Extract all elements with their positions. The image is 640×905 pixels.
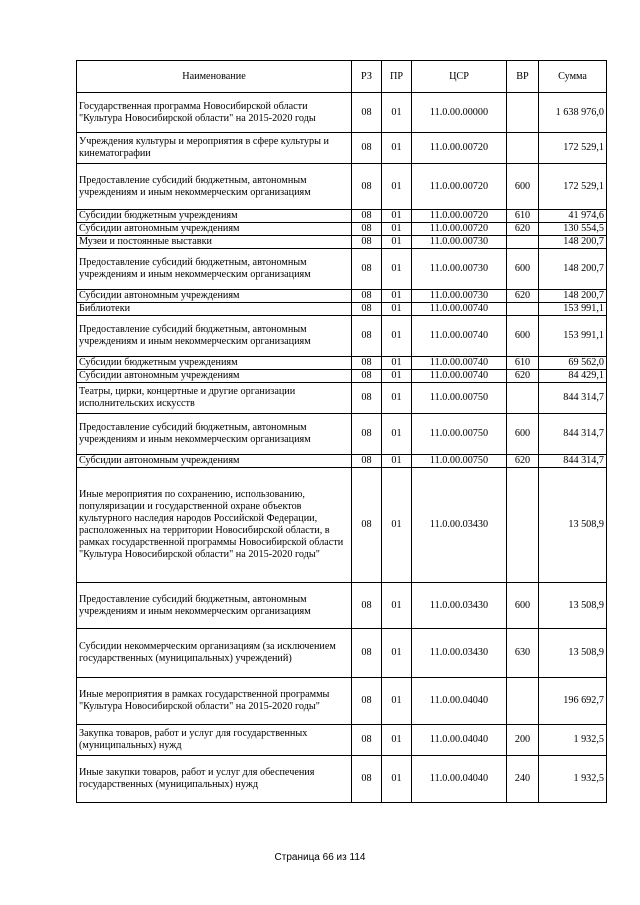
cell-csr: 11.0.00.03430 [412,629,507,678]
table-row [77,93,607,133]
cell-sum: 196 692,7 [539,678,607,725]
table-row [77,164,607,210]
cell-csr: 11.0.00.00750 [412,383,507,414]
cell-name: Предоставление субсидий бюджетным, автономным учреждениям и иным некоммерческим организациям [77,316,352,357]
cell-pr: 01 [382,725,412,756]
cell-pr: 01 [382,303,412,316]
cell-vr [507,468,539,583]
cell-vr [507,133,539,164]
cell-vr [507,303,539,316]
cell-csr: 11.0.00.03430 [412,468,507,583]
cell-csr: 11.0.00.00720 [412,223,507,236]
cell-vr [507,236,539,249]
cell-name: Библиотеки [77,303,352,316]
cell-rz: 08 [352,210,382,223]
cell-csr: 11.0.00.00740 [412,316,507,357]
cell-rz: 08 [352,468,382,583]
cell-pr: 01 [382,290,412,303]
cell-vr: 600 [507,164,539,210]
cell-csr: 11.0.00.00740 [412,357,507,370]
cell-csr: 11.0.00.00730 [412,249,507,290]
cell-vr: 610 [507,357,539,370]
cell-csr: 11.0.00.00740 [412,370,507,383]
cell-sum: 844 314,7 [539,455,607,468]
table-row [77,629,607,678]
cell-name: Предоставление субсидий бюджетным, автономным учреждениям и иным некоммерческим организациям [77,583,352,629]
cell-name: Субсидии автономным учреждениям [77,290,352,303]
table-row [77,583,607,629]
cell-rz: 08 [352,236,382,249]
cell-rz: 08 [352,223,382,236]
cell-pr: 01 [382,678,412,725]
cell-pr: 01 [382,210,412,223]
cell-rz: 08 [352,357,382,370]
table-row [77,383,607,414]
cell-pr: 01 [382,383,412,414]
cell-sum: 130 554,5 [539,223,607,236]
cell-vr: 620 [507,223,539,236]
cell-name: Музеи и постоянные выставки [77,236,352,249]
cell-name: Иные мероприятия по сохранению, использованию, популяризации и государственной охране объектов культурного наследия народов Российской Федерации, расположенных на территории Новосибирской области, в рамках государственной программы Новосибирской области "Культура Новосибирской области" на 2015-2020 годы" [77,468,352,583]
cell-sum: 69 562,0 [539,357,607,370]
header-rz: РЗ [352,61,382,93]
cell-rz: 08 [352,303,382,316]
table-row [77,414,607,455]
cell-pr: 01 [382,468,412,583]
cell-sum: 153 991,1 [539,316,607,357]
cell-sum: 84 429,1 [539,370,607,383]
cell-csr: 11.0.00.00750 [412,414,507,455]
table-row [77,223,607,236]
cell-csr: 11.0.00.00740 [412,303,507,316]
cell-sum: 844 314,7 [539,383,607,414]
cell-vr: 610 [507,210,539,223]
cell-pr: 01 [382,455,412,468]
cell-pr: 01 [382,249,412,290]
header-pr: ПР [382,61,412,93]
cell-name: Театры, цирки, концертные и другие организации исполнительских искусств [77,383,352,414]
cell-name: Субсидии бюджетным учреждениям [77,357,352,370]
cell-name: Предоставление субсидий бюджетным, автономным учреждениям и иным некоммерческим организациям [77,249,352,290]
cell-csr: 11.0.00.00000 [412,93,507,133]
cell-rz: 08 [352,756,382,803]
cell-pr: 01 [382,583,412,629]
cell-sum: 13 508,9 [539,468,607,583]
cell-vr: 200 [507,725,539,756]
cell-vr: 620 [507,455,539,468]
cell-name: Государственная программа Новосибирской области "Культура Новосибирской области" на 2015-2020 годы [77,93,352,133]
cell-csr: 11.0.00.00730 [412,236,507,249]
table-row [77,468,607,583]
header-vr: ВР [507,61,539,93]
table-row [77,455,607,468]
cell-sum: 41 974,6 [539,210,607,223]
cell-sum: 148 200,7 [539,290,607,303]
table-row [77,210,607,223]
cell-name: Закупка товаров, работ и услуг для государственных (муниципальных) нужд [77,725,352,756]
cell-rz: 08 [352,133,382,164]
cell-pr: 01 [382,357,412,370]
cell-rz: 08 [352,383,382,414]
page-number: Страница 66 из 114 [274,852,366,863]
cell-rz: 08 [352,370,382,383]
cell-rz: 08 [352,629,382,678]
table-row [77,303,607,316]
cell-pr: 01 [382,133,412,164]
table-body [77,93,607,803]
cell-name: Субсидии бюджетным учреждениям [77,210,352,223]
cell-name: Субсидии автономным учреждениям [77,455,352,468]
cell-csr: 11.0.00.00720 [412,133,507,164]
table-row [77,133,607,164]
cell-csr: 11.0.00.00720 [412,210,507,223]
table-row [77,316,607,357]
cell-pr: 01 [382,93,412,133]
header-sum: Сумма [539,61,607,93]
cell-csr: 11.0.00.00750 [412,455,507,468]
cell-csr: 11.0.00.00720 [412,164,507,210]
cell-vr [507,93,539,133]
table-row [77,357,607,370]
table-row [77,370,607,383]
table-row [77,249,607,290]
cell-rz: 08 [352,164,382,210]
table-row [77,756,607,803]
cell-csr: 11.0.00.04040 [412,756,507,803]
table-row [77,725,607,756]
cell-csr: 11.0.00.03430 [412,583,507,629]
cell-pr: 01 [382,223,412,236]
cell-rz: 08 [352,249,382,290]
cell-rz: 08 [352,678,382,725]
cell-vr: 240 [507,756,539,803]
cell-rz: 08 [352,583,382,629]
cell-pr: 01 [382,316,412,357]
cell-vr: 600 [507,583,539,629]
cell-rz: 08 [352,725,382,756]
cell-pr: 01 [382,370,412,383]
cell-rz: 08 [352,414,382,455]
cell-csr: 11.0.00.04040 [412,678,507,725]
cell-sum: 1 932,5 [539,756,607,803]
cell-sum: 13 508,9 [539,583,607,629]
cell-name: Субсидии автономным учреждениям [77,223,352,236]
cell-rz: 08 [352,290,382,303]
cell-name: Предоставление субсидий бюджетным, автономным учреждениям и иным некоммерческим организациям [77,164,352,210]
cell-vr: 600 [507,249,539,290]
cell-name: Учреждения культуры и мероприятия в сфере культуры и кинематографии [77,133,352,164]
cell-sum: 1 638 976,0 [539,93,607,133]
cell-rz: 08 [352,316,382,357]
header-name: Наименование [77,61,352,93]
cell-pr: 01 [382,756,412,803]
cell-vr: 600 [507,316,539,357]
cell-vr: 630 [507,629,539,678]
header-csr: ЦСР [412,61,507,93]
cell-pr: 01 [382,164,412,210]
cell-csr: 11.0.00.04040 [412,725,507,756]
cell-sum: 172 529,1 [539,164,607,210]
cell-sum: 13 508,9 [539,629,607,678]
cell-sum: 844 314,7 [539,414,607,455]
cell-sum: 172 529,1 [539,133,607,164]
cell-rz: 08 [352,93,382,133]
cell-name: Иные мероприятия в рамках государственной программы "Культура Новосибирской области" на 2015-2020 годы" [77,678,352,725]
cell-vr: 620 [507,290,539,303]
cell-pr: 01 [382,629,412,678]
cell-pr: 01 [382,236,412,249]
cell-name: Иные закупки товаров, работ и услуг для обеспечения государственных (муниципальных) нужд [77,756,352,803]
table-row [77,678,607,725]
cell-sum: 148 200,7 [539,249,607,290]
cell-rz: 08 [352,455,382,468]
budget-table [76,60,607,803]
table-row [77,236,607,249]
table-row [77,290,607,303]
cell-name: Субсидии некоммерческим организациям (за исключением государственных (муниципальных) учреждений) [77,629,352,678]
cell-pr: 01 [382,414,412,455]
cell-csr: 11.0.00.00730 [412,290,507,303]
cell-sum: 1 932,5 [539,725,607,756]
cell-vr [507,678,539,725]
cell-vr: 620 [507,370,539,383]
cell-sum: 153 991,1 [539,303,607,316]
cell-vr [507,383,539,414]
table-header-row [77,61,607,93]
cell-name: Предоставление субсидий бюджетным, автономным учреждениям и иным некоммерческим организациям [77,414,352,455]
cell-name: Субсидии автономным учреждениям [77,370,352,383]
cell-vr: 600 [507,414,539,455]
cell-sum: 148 200,7 [539,236,607,249]
